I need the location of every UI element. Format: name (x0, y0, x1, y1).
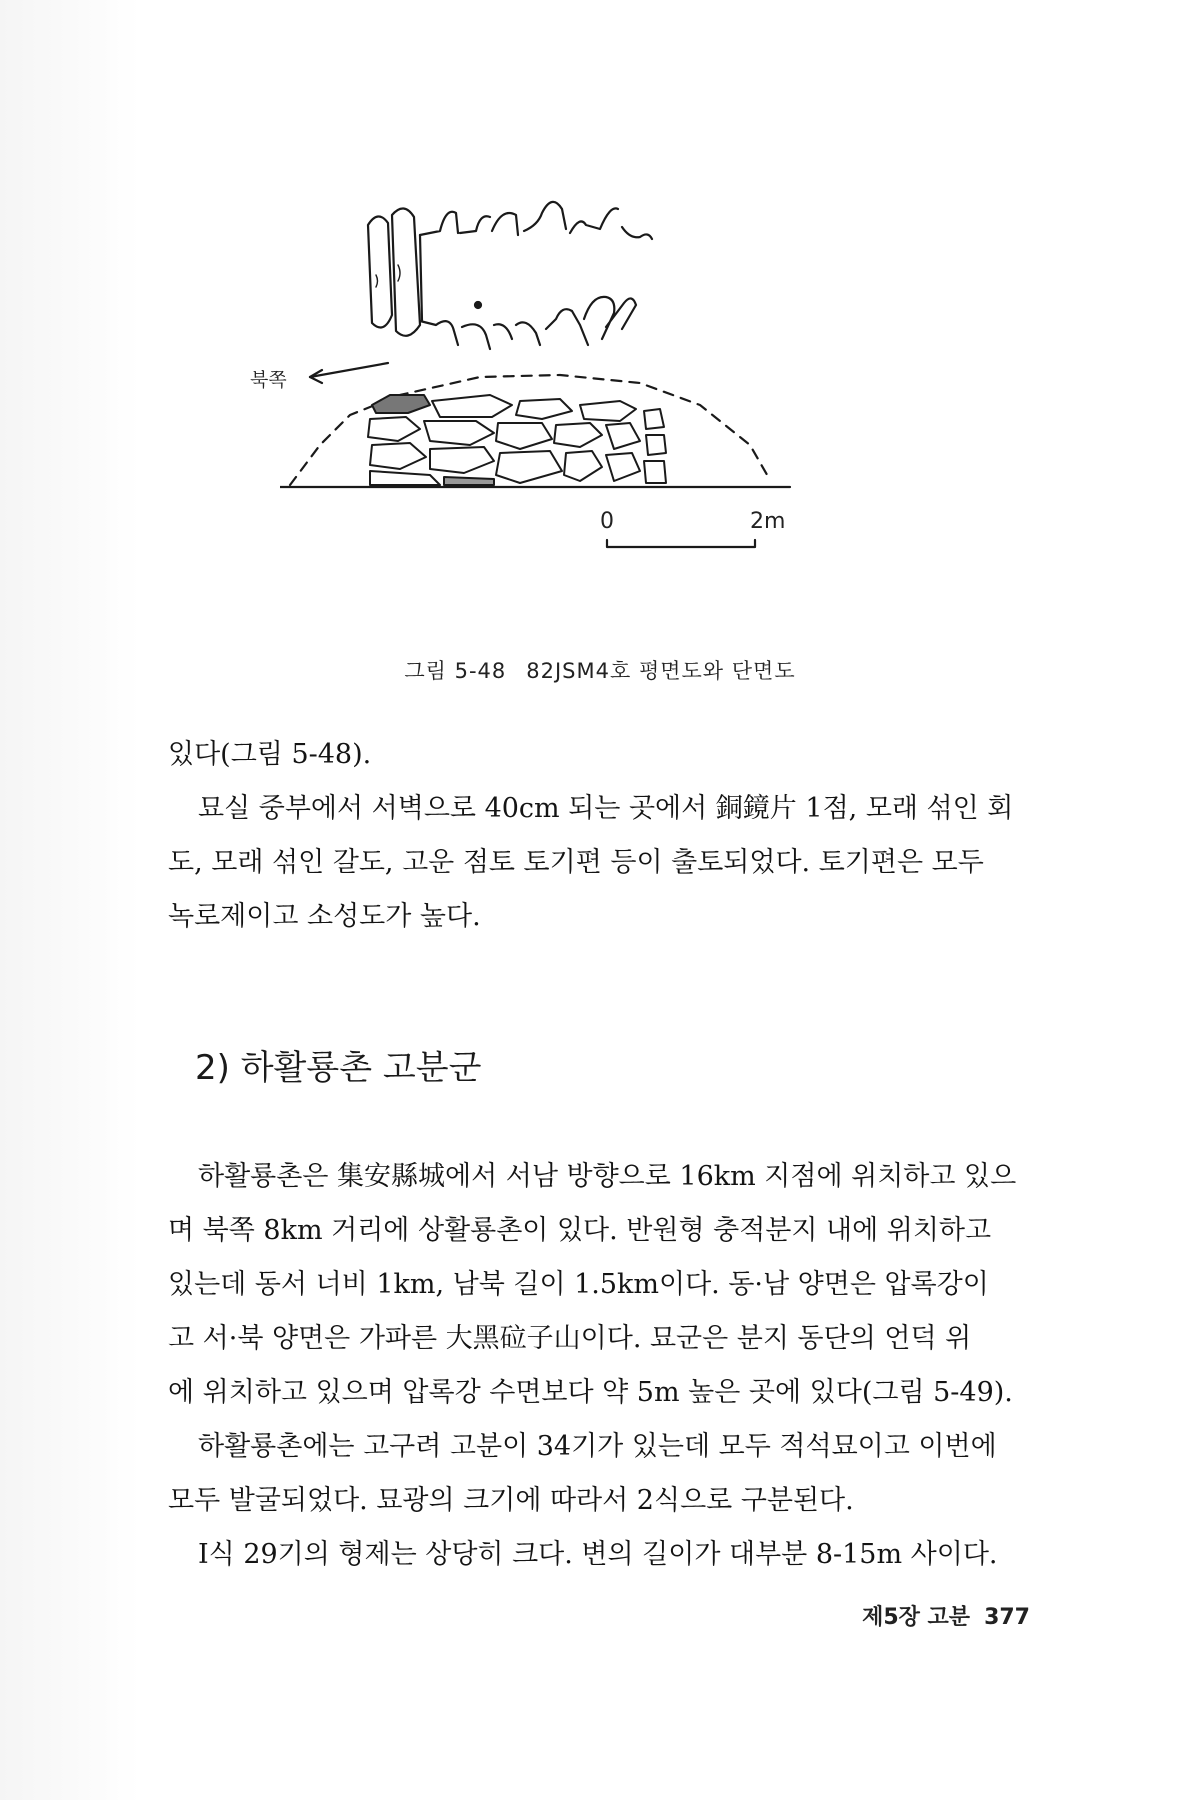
paragraph-location (168, 1150, 1048, 1420)
text-line: 있는데 동서 너비 1km, 남북 길이 1.5km이다. 동·남 양면은 압록강이 (168, 1269, 989, 1300)
page-edge-shadow (0, 0, 140, 1800)
plan-south-wall (420, 297, 636, 349)
figure-caption (0, 655, 1200, 685)
scale-end-label: 2m (750, 509, 786, 534)
page-number: 377 (984, 1605, 1030, 1630)
plan-slab-west-1 (368, 216, 392, 327)
plan-slab-west-2 (392, 208, 420, 335)
tomb-drawing (280, 195, 920, 635)
north-label: 북쪽 (250, 369, 287, 391)
paragraph-findings (168, 782, 1048, 944)
text-line: 있다(그림 5-48). (168, 739, 372, 770)
text-line: 묘실 중부에서 서벽으로 40cm 되는 곳에서 銅鏡片 1점, 모래 섞인 회 (198, 793, 1014, 824)
text-line: 도, 모래 섞인 갈도, 고운 점토 토기편 등이 출토되었다. 토기편은 모두 (168, 847, 984, 878)
figure-caption-number: 그림 5-48 (404, 659, 507, 683)
text-line: 녹로제이고 소성도가 높다. (168, 901, 481, 932)
plan-north-wall (420, 202, 652, 239)
scale-bar (607, 540, 755, 547)
text-line: 고 서·북 양면은 가파른 大黑砬子山이다. 묘군은 분지 동단의 언덕 위 (168, 1323, 972, 1354)
text-line: 에 위치하고 있으며 압록강 수면보다 약 5m 높은 곳에 있다(그림 5-49). (168, 1377, 1013, 1408)
text-line: I식 29기의 형제는 상당히 크다. 변의 길이가 대부분 8-15m 사이다. (198, 1539, 998, 1570)
text-line: 며 북쪽 8km 거리에 상활룡촌이 있다. 반원형 충적분지 내에 위치하고 (168, 1215, 992, 1246)
mound-outline (290, 375, 770, 485)
chapter-title: 제5장 고분 (862, 1605, 971, 1630)
paragraph-type-one (168, 1528, 1048, 1582)
plan-north-wall-2 (420, 235, 422, 321)
continuation-paragraph (168, 728, 1048, 782)
text-line: 하활룡촌은 集安縣城에서 서남 방향으로 16km 지점에 위치하고 있으 (198, 1161, 1017, 1192)
scale-start-label: 0 (600, 509, 614, 534)
figure-caption-text: 82JSM4호 평면도와 단면도 (526, 659, 796, 683)
plan-slab-detail (376, 265, 400, 287)
section-heading: 2) 하활룡촌 고분군 (195, 1048, 482, 1088)
paragraph-tombs (168, 1420, 1048, 1528)
text-line: 하활룡촌에는 고구려 고분이 34기가 있는데 모두 적석묘이고 이번에 (198, 1431, 997, 1462)
text-line: 모두 발굴되었다. 묘광의 크기에 따라서 2식으로 구분된다. (168, 1485, 854, 1516)
page-footer (848, 1600, 1030, 1631)
plan-mirror-find (475, 302, 481, 308)
tomb-plan-section-figure (250, 195, 920, 635)
section-stones (368, 395, 666, 485)
